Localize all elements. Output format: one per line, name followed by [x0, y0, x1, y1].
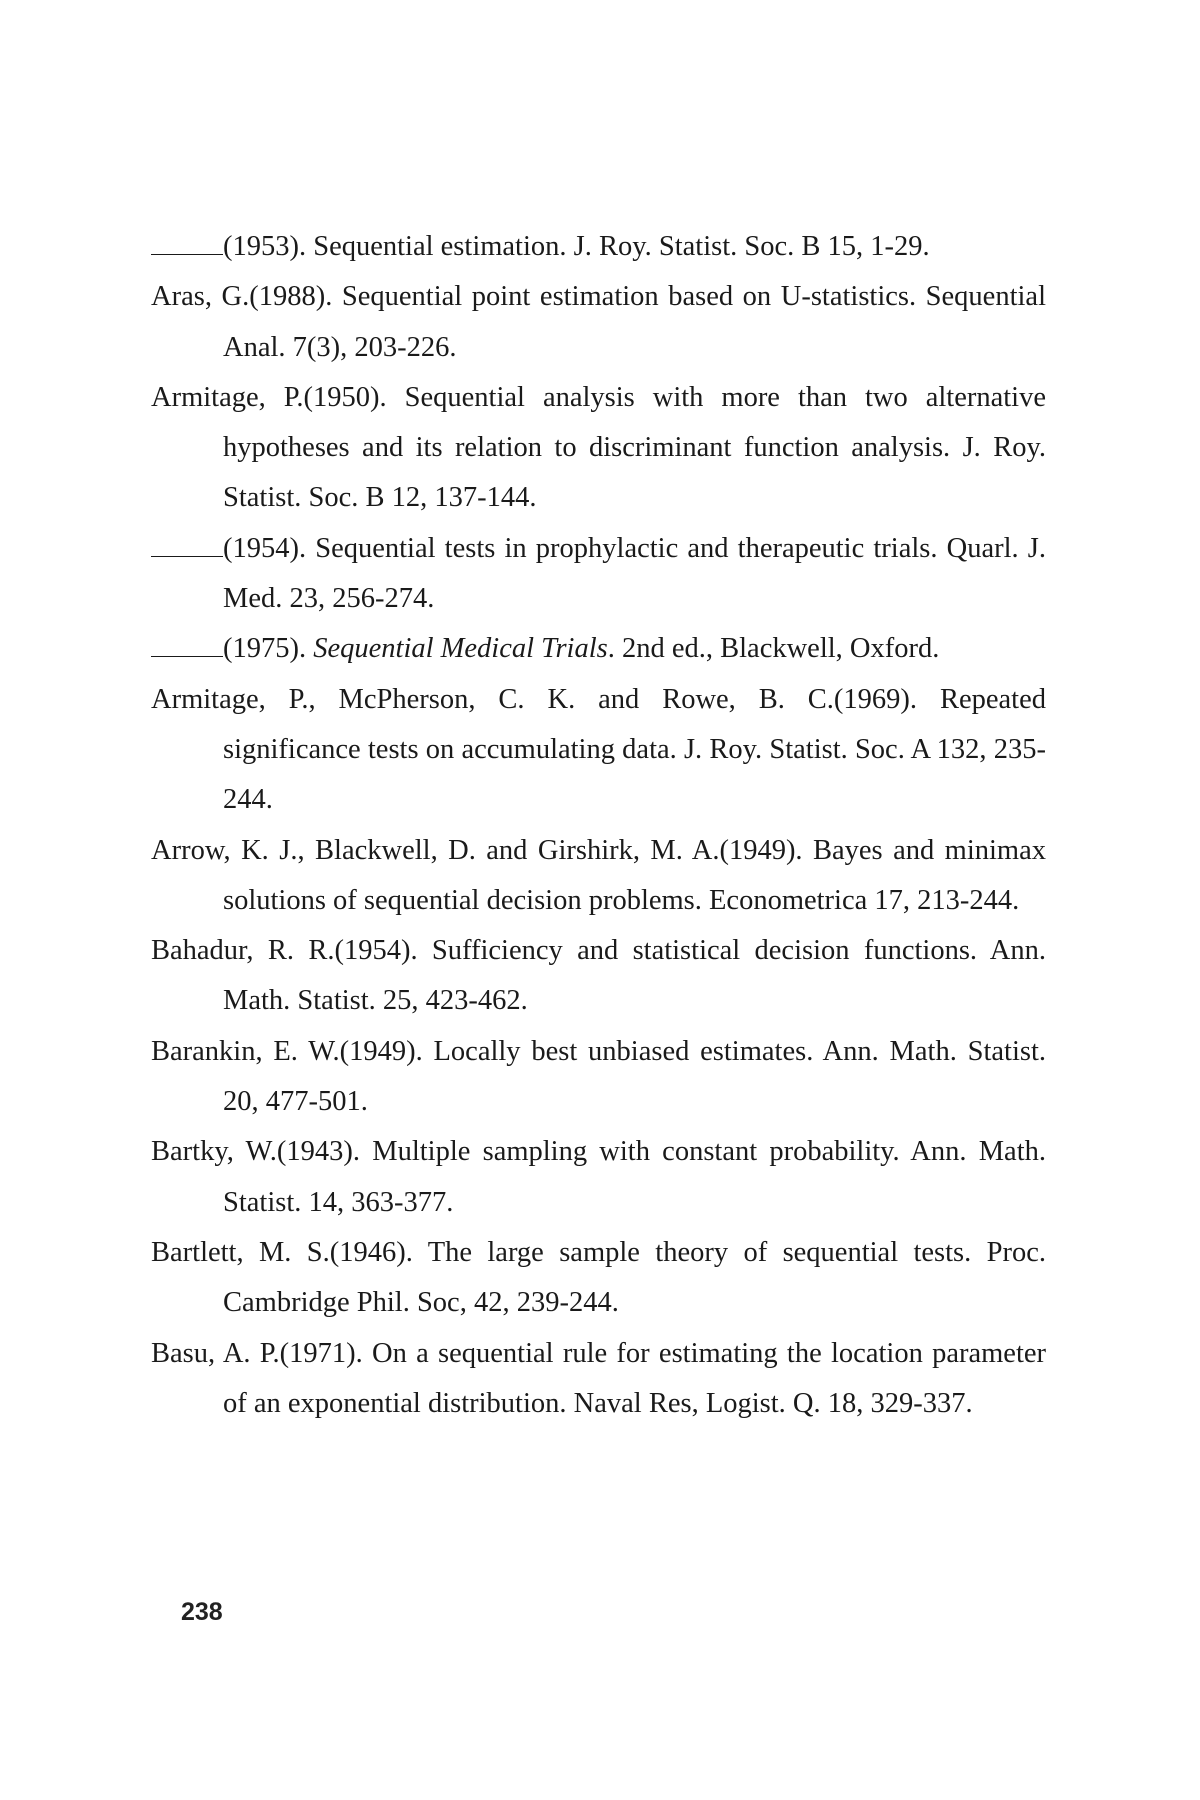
reference-entry — [151, 1329, 1046, 1430]
reference-text: Bayes and minimax solutions of sequential decision problems. Econometrica 17, 213-244. — [223, 834, 1046, 916]
repeated-author-dash — [151, 253, 223, 255]
reference-text: Sequential point estimation based on U-statistics. Sequential Anal. 7(3), 203-226. — [223, 281, 1046, 363]
repeated-author-dash — [151, 555, 223, 557]
reference-year: (1975). — [223, 633, 314, 665]
reference-author-year: Bartlett, M. S.(1946). — [151, 1236, 413, 1268]
reference-author-year: Armitage, P.(1950). — [151, 381, 387, 413]
reference-author-year: Arrow, K. J., Blackwell, D. and Girshirk, M. A.(1949). — [151, 834, 803, 866]
reference-text: The large sample theory of sequential tests. Proc. Cambridge Phil. Soc, 42, 239-244. — [223, 1236, 1046, 1319]
reference-text: On a sequential rule for estimating the location parameter of an exponential distribution. Naval Res, Logist. Q. 18, 329-337. — [223, 1337, 1046, 1419]
reference-author-year: Barankin, E. W.(1949). — [151, 1035, 423, 1067]
reference-entry — [151, 1228, 1046, 1329]
reference-text: . 2nd ed., Blackwell, Oxford. — [607, 633, 940, 665]
reference-entry — [151, 272, 1046, 373]
reference-text: (1954). Sequential tests in prophylactic and therapeutic trials. Quarl. J. Med. 23, 256-274. — [223, 532, 1046, 615]
reference-entry — [151, 624, 1046, 674]
repeated-author-dash — [151, 655, 223, 657]
reference-book-title: Sequential Medical Trials — [313, 633, 608, 665]
reference-entry — [151, 222, 1046, 272]
reference-entry — [151, 373, 1046, 524]
reference-author-year: Basu, A. P.(1971). — [151, 1337, 363, 1369]
reference-author-year: Armitage, P., McPherson, C. K. and Rowe, B. C.(1969). — [151, 683, 918, 715]
reference-text: (1953). Sequential estimation. J. Roy. Statist. Soc. B 15, 1-29. — [223, 231, 930, 262]
reference-entry — [151, 826, 1046, 927]
reference-text: Multiple sampling with constant probability. Ann. Math. Statist. 14, 363-377. — [223, 1136, 1047, 1218]
reference-text: Repeated significance tests on accumulating data. J. Roy. Statist. Soc. A 132, 235-244. — [223, 683, 1047, 816]
reference-author-year: Aras, G.(1988). — [151, 281, 333, 313]
reference-text: Sequential analysis with more than two alternative hypotheses and its relation to discriminant function analysis. J. Roy. Statist. Soc. B 12, 137-144. — [223, 381, 1046, 514]
page-number: 238 — [181, 1598, 223, 1626]
reference-entry — [151, 1127, 1046, 1228]
reference-text: Locally best unbiased estimates. Ann. Math. Statist. 20, 477-501. — [223, 1035, 1046, 1118]
reference-text: Sufficiency and statistical decision functions. Ann. Math. Statist. 25, 423-462. — [223, 935, 1046, 1017]
reference-author-year: Bahadur, R. R.(1954). — [151, 935, 418, 967]
reference-entry — [151, 675, 1046, 826]
reference-entry — [151, 524, 1046, 625]
reference-list — [151, 222, 1046, 1429]
reference-entry — [151, 926, 1046, 1027]
reference-author-year: Bartky, W.(1943). — [151, 1136, 361, 1168]
reference-entry — [151, 1027, 1046, 1128]
